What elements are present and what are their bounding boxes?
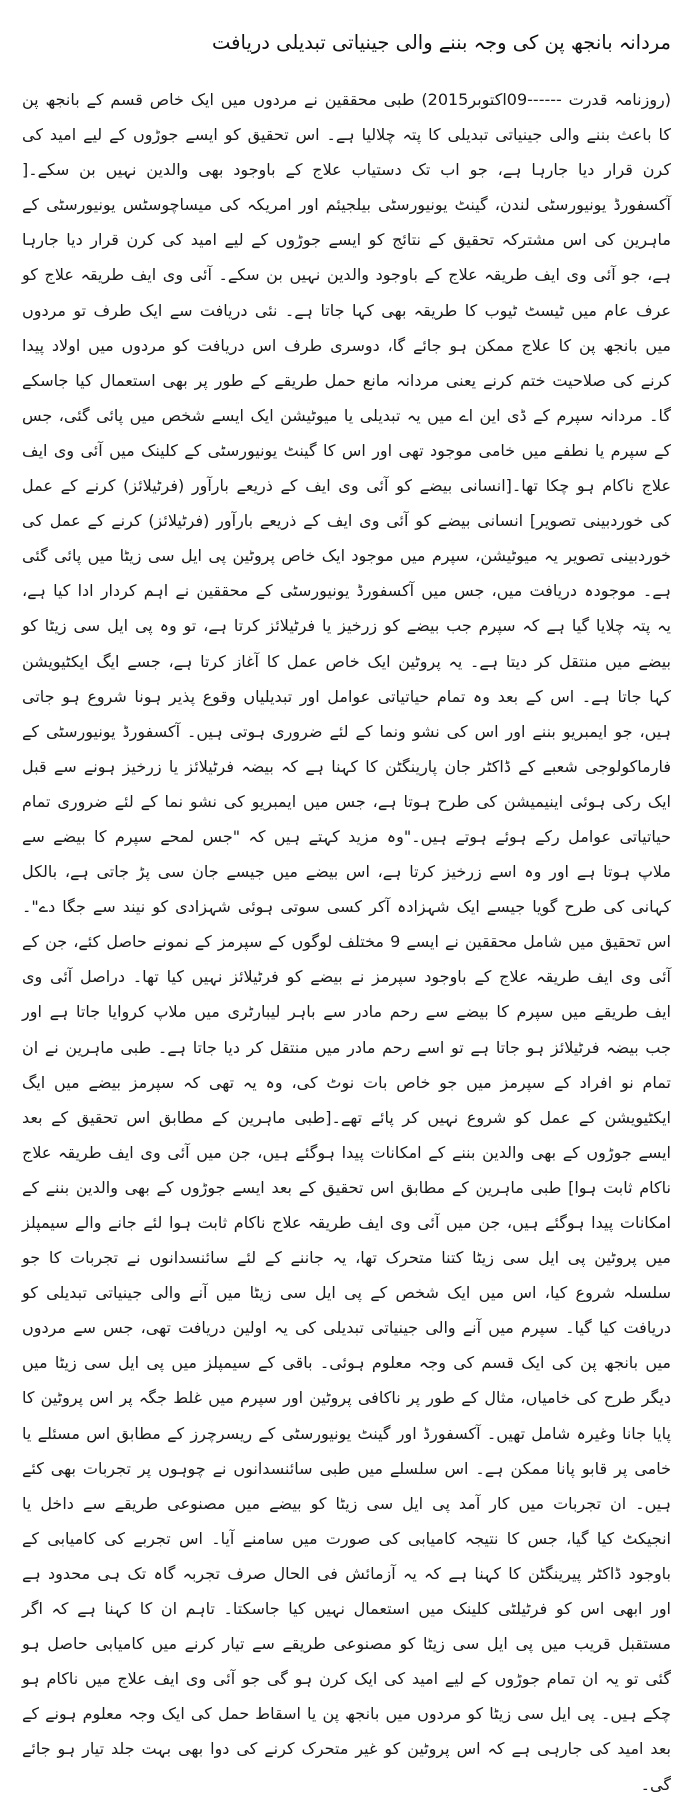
article-body: (روزنامہ قدرت ------09اکتوبر2015) طبی محققین نے مردوں میں ایک خاص قسم کے بانجھ پن کا باعث بننے والی جینیاتی تبدیلی کا پتہ چلالیا ہے۔ اس تحقیق کو ایسے جوڑوں کے لیے امید کی کرن قرار دیا جارہا ہے، جو اب تک دستیاب علاج کے باوجود بھی والدین نہیں بن سکے۔[ آکسفورڈ یونیورسٹی لندن، گینٹ یونیورسٹی بیلجیئم اور امریکہ کی میساچوسٹس یونیورسٹی کے ماہرین کی اس مشترکہ تحقیق کے نتائج کو ایسے جوڑوں کے لیے امید کی کرن قرار دیا جارہا ہے، جو آئی وی ایف طریقہ علاج کے باوجود والدین نہیں بن سکے۔ آئی وی ایف طریقہ علاج کو عرف عام میں ٹیسٹ ٹیوب کا طریقہ بھی کہا جاتا ہے۔ نئی دریافت سے ایک طرف تو مردوں میں بانجھ پن کا علاج ممکن ہو جائے گا، دوسری طرف اس دریافت کو مردوں میں اولاد پیدا کرنے کی صلاحیت ختم کرنے یعنی مردانہ مانع حمل طریقے کے طور پر بھی استعمال کیا جاسکے گا۔ مردانہ سپرم کے ڈی این اے میں یہ تبدیلی یا میوٹیشن ایک ایسے شخص میں پائی گئی، جس کے سپرم یا نطفے میں خامی موجود تھی اور اس کا گینٹ یونیورسٹی کے کلینک میں آئی وی ایف علاج ناکام ہو چکا تھا۔[انسانی بیضے کو آئی وی ایف کے ذریعے بارآور (فرٹیلائز) کرنے کے عمل کی خوردبینی تصویر] انسانی بیضے کو آئی وی ایف کے ذریعے بارآور (فرٹیلائز) کرنے کے عمل کی خوردبینی تصویر یہ میوٹیشن، سپرم میں موجود ایک خاص پروٹین پی ایل سی زیٹا میں پائی گئی ہے۔ موجودہ دریافت میں، جس میں آکسفورڈ یونیورسٹی کے محققین نے اہم کردار ادا کیا ہے، یہ پتہ چلایا گیا ہے کہ سپرم جب بیضے کو زرخیز یا فرٹیلائز کرتا ہے، تو وہ پی ایل سی زیٹا کو بیضے میں منتقل کر دیتا ہے۔ یہ پروٹین ایک خاص عمل کا آغاز کرتا ہے، جسے ایگ ایکٹیویشن کہا جاتا ہے۔ اس کے بعد وہ تمام حیاتیاتی عوامل اور تبدیلیاں وقوع پذیر ہونا شروع ہو جاتی ہیں، جو ایمبریو بننے اور اس کی نشو ونما کے لئے ضروری ہوتی ہیں۔ آکسفورڈ یونیورسٹی کے فارماکولوجی شعبے کے ڈاکٹر جان پارینگٹن کا کہنا ہے کہ بیضہ فرٹیلائز یا زرخیز ہونے سے قبل ایک رکی ہوئی اینیمیشن کی طرح ہوتا ہے، جس میں ایمبریو کی نشو نما کے لئے ضروری تمام حیاتیاتی عوامل رکے ہوئے ہوتے ہیں۔"وہ مزید کہتے ہیں کہ "جس لمحے سپرم کا بیضے سے ملاپ ہوتا ہے اور وہ اسے زرخیز کرتا ہے، اس بیضے میں جیسے جان سی پڑ جاتی ہے، بالکل کہانی کی طرح گویا جیسے ایک شہزادہ آکر کسی سوتی ہوئی شہزادی کو نیند سے جگا دے"۔ اس تحقیق میں شامل محققین نے ایسے 9 مختلف لوگوں کے سپرمز کے نمونے حاصل کئے، جن کے آئی وی ایف طریقہ علاج کے باوجود سپرمز نے بیضے کو فرٹیلائز نہیں کیا تھا۔ دراصل آئی وی ایف طریقے میں سپرم کا بیضے سے رحم مادر سے باہر لیبارٹری میں ملاپ کروایا جاتا ہے اور جب بیضہ فرٹیلائز ہو جاتا ہے تو اسے رحم مادر میں منتقل کر دیا جاتا ہے۔ طبی ماہرین نے ان تمام نو افراد کے سپرمز میں جو خاص بات نوٹ کی، وہ یہ تھی کہ سپرمز بیضے میں ایگ ایکٹیویشن کے عمل کو شروع نہیں کر پائے تھے۔[طبی ماہرین کے مطابق اس تحقیق کے بعد ایسے جوڑوں کے بھی والدین بننے کے امکانات پیدا ہوگئے ہیں، جن میں آئی وی ایف طریقہ علاج ناکام ثابت ہوا] طبی ماہرین کے مطابق اس تحقیق کے بعد ایسے جوڑوں کے بھی والدین بننے کے امکانات پیدا ہوگئے ہیں، جن میں آئی وی ایف طریقہ علاج ناکام ثابت ہوا لئے جانے والے سیمپلز میں پروٹین پی ایل سی زیٹا کتنا متحرک تھا، یہ جاننے کے لئے سائنسدانوں نے تجربات کا جو سلسلہ شروع کیا، اس میں ایک شخص کے پی ایل سی زیٹا میں آنے والی جینیاتی تبدیلی کو دریافت کیا گیا۔ سپرم میں آنے والی جینیاتی تبدیلی کی یہ اولین دریافت تھی، جس سے مردوں میں بانجھ پن کی ایک قسم کی وجہ معلوم ہوئی۔ باقی کے سیمپلز میں پی ایل سی زیٹا میں دیگر طرح کی خامیاں، مثال کے طور پر ناکافی پروٹین اور سپرم میں غلط جگہ پر اس پروٹین کا پایا جانا وغیرہ شامل تھیں۔ آکسفورڈ اور گینٹ یونیورسٹی کے ریسرچرز کے مطابق اس مسئلے یا خامی پر قابو پانا ممکن ہے۔ اس سلسلے میں طبی سائنسدانوں نے چوہوں پر تجربات بھی کئے ہیں۔ ان تجربات میں کار آمد پی ایل سی زیٹا کو بیضے میں مصنوعی طریقے سے داخل یا انجیکٹ کیا گیا، جس کا نتیجہ کامیابی کی صورت میں سامنے آیا۔ اس تجربے کی کامیابی کے باوجود ڈاکٹر پیرینگٹن کا کہنا ہے کہ یہ آزمائش فی الحال صرف تجربہ گاہ تک ہی محدود ہے اور ابھی اس کو فرٹیلٹی کلینک میں استعمال نہیں کیا جاسکتا۔ تاہم ان کا کہنا ہے کہ اگر مستقبل قریب میں پی ایل سی زیٹا کو مصنوعی طریقے سے تیار کرنے میں کامیابی حاصل ہو گئی تو یہ ان تمام جوڑوں کے لیے امید کی ایک کرن ہو گی جو آئی وی ایف علاج میں ناکام ہو چکے ہیں۔ پی ایل سی زیٹا کو مردوں میں بانجھ پن یا اسقاط حمل کی ایک وجہ معلوم ہونے کے بعد امید کی جارہی ہے کہ اس پروٹین کو غیر متحرک کرنے کی دوا بھی بہت جلد تیار ہو جائے گی۔ (22, 90, 672, 1794)
article-headline: مردانہ بانجھ پن کی وجہ بننے والی جینیاتی تبدیلی دریافت (212, 31, 671, 54)
